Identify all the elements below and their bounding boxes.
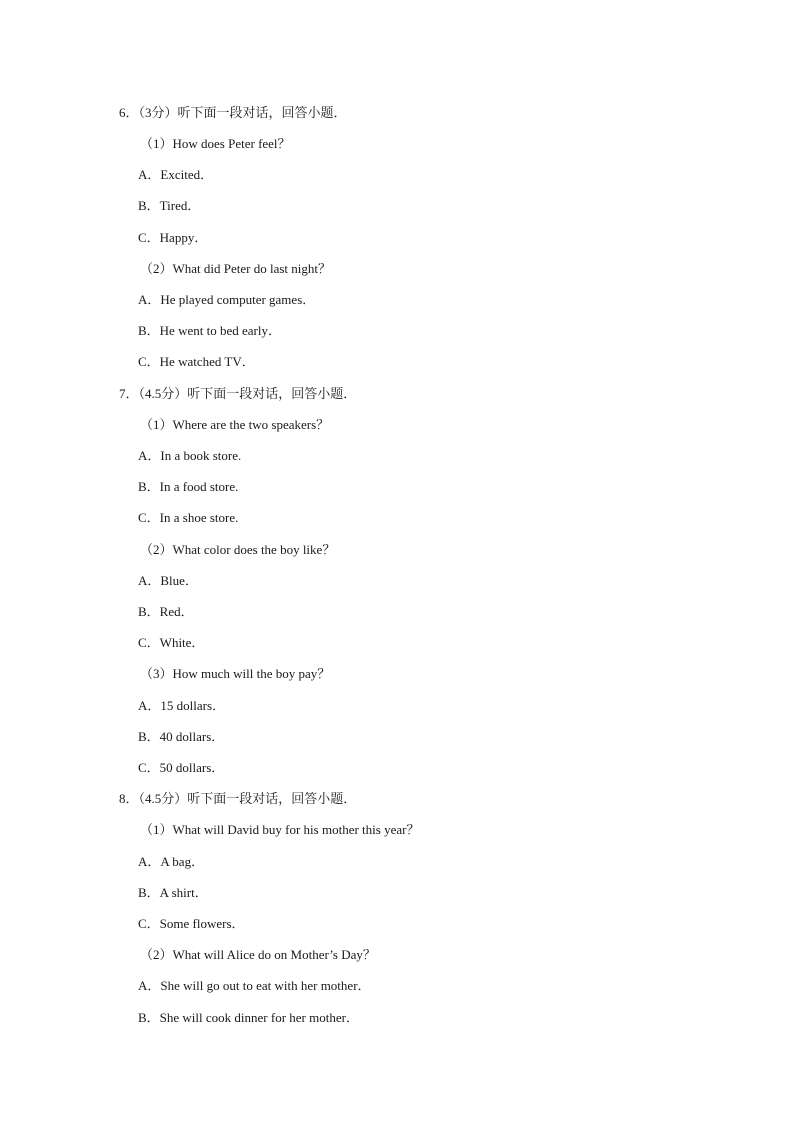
option-b: B．He went to bed early． [138,323,281,338]
option-a: A．In a book store. [138,448,242,463]
option-a: A．15 dollars． [138,698,226,713]
option-b: B．A shirt． [138,885,208,900]
option-a: A．Blue． [138,573,198,588]
question-8-sub-2: （2）What will Alice do on Mother’s Day？ [140,947,376,962]
option-c: C．In a shoe store. [138,510,239,525]
option-c: C．He watched TV． [138,354,255,369]
option-c: C．50 dollars． [138,760,225,775]
question-6-sub-2: （2）What did Peter do last night？ [140,261,332,276]
question-7-sub-1: （1）Where are the two speakers？ [140,417,330,432]
question-7-sub-2: （2）What color does the boy like？ [140,542,336,557]
option-b: B．In a food store. [138,479,239,494]
option-c: C．White． [138,635,205,650]
option-b: B．Tired． [138,198,201,213]
option-a: A．She will go out to eat with her mother． [138,978,371,993]
option-c: C．Some flowers． [138,916,245,931]
option-b: B．40 dollars． [138,729,225,744]
option-b: B．She will cook dinner for her mother． [138,1010,359,1025]
option-a: A．He played computer games． [138,292,316,307]
question-6-sub-1: （1）How does Peter feel？ [140,136,291,151]
option-a: A．A bag． [138,854,205,869]
question-8-sub-1: （1）What will David buy for his mother this year？ [140,822,420,837]
question-7-sub-3: （3）How much will the boy pay？ [140,666,331,681]
option-c: C．Happy． [138,230,208,245]
question-6-header: 6．（3分）听下面一段对话，回答小题． [119,105,347,120]
question-7-header: 7．（4.5分）听下面一段对话，回答小题． [119,386,357,401]
option-a: A．Excited． [138,167,214,182]
option-b: B．Red． [138,604,194,619]
question-8-header: 8．（4.5分）听下面一段对话，回答小题． [119,791,357,806]
